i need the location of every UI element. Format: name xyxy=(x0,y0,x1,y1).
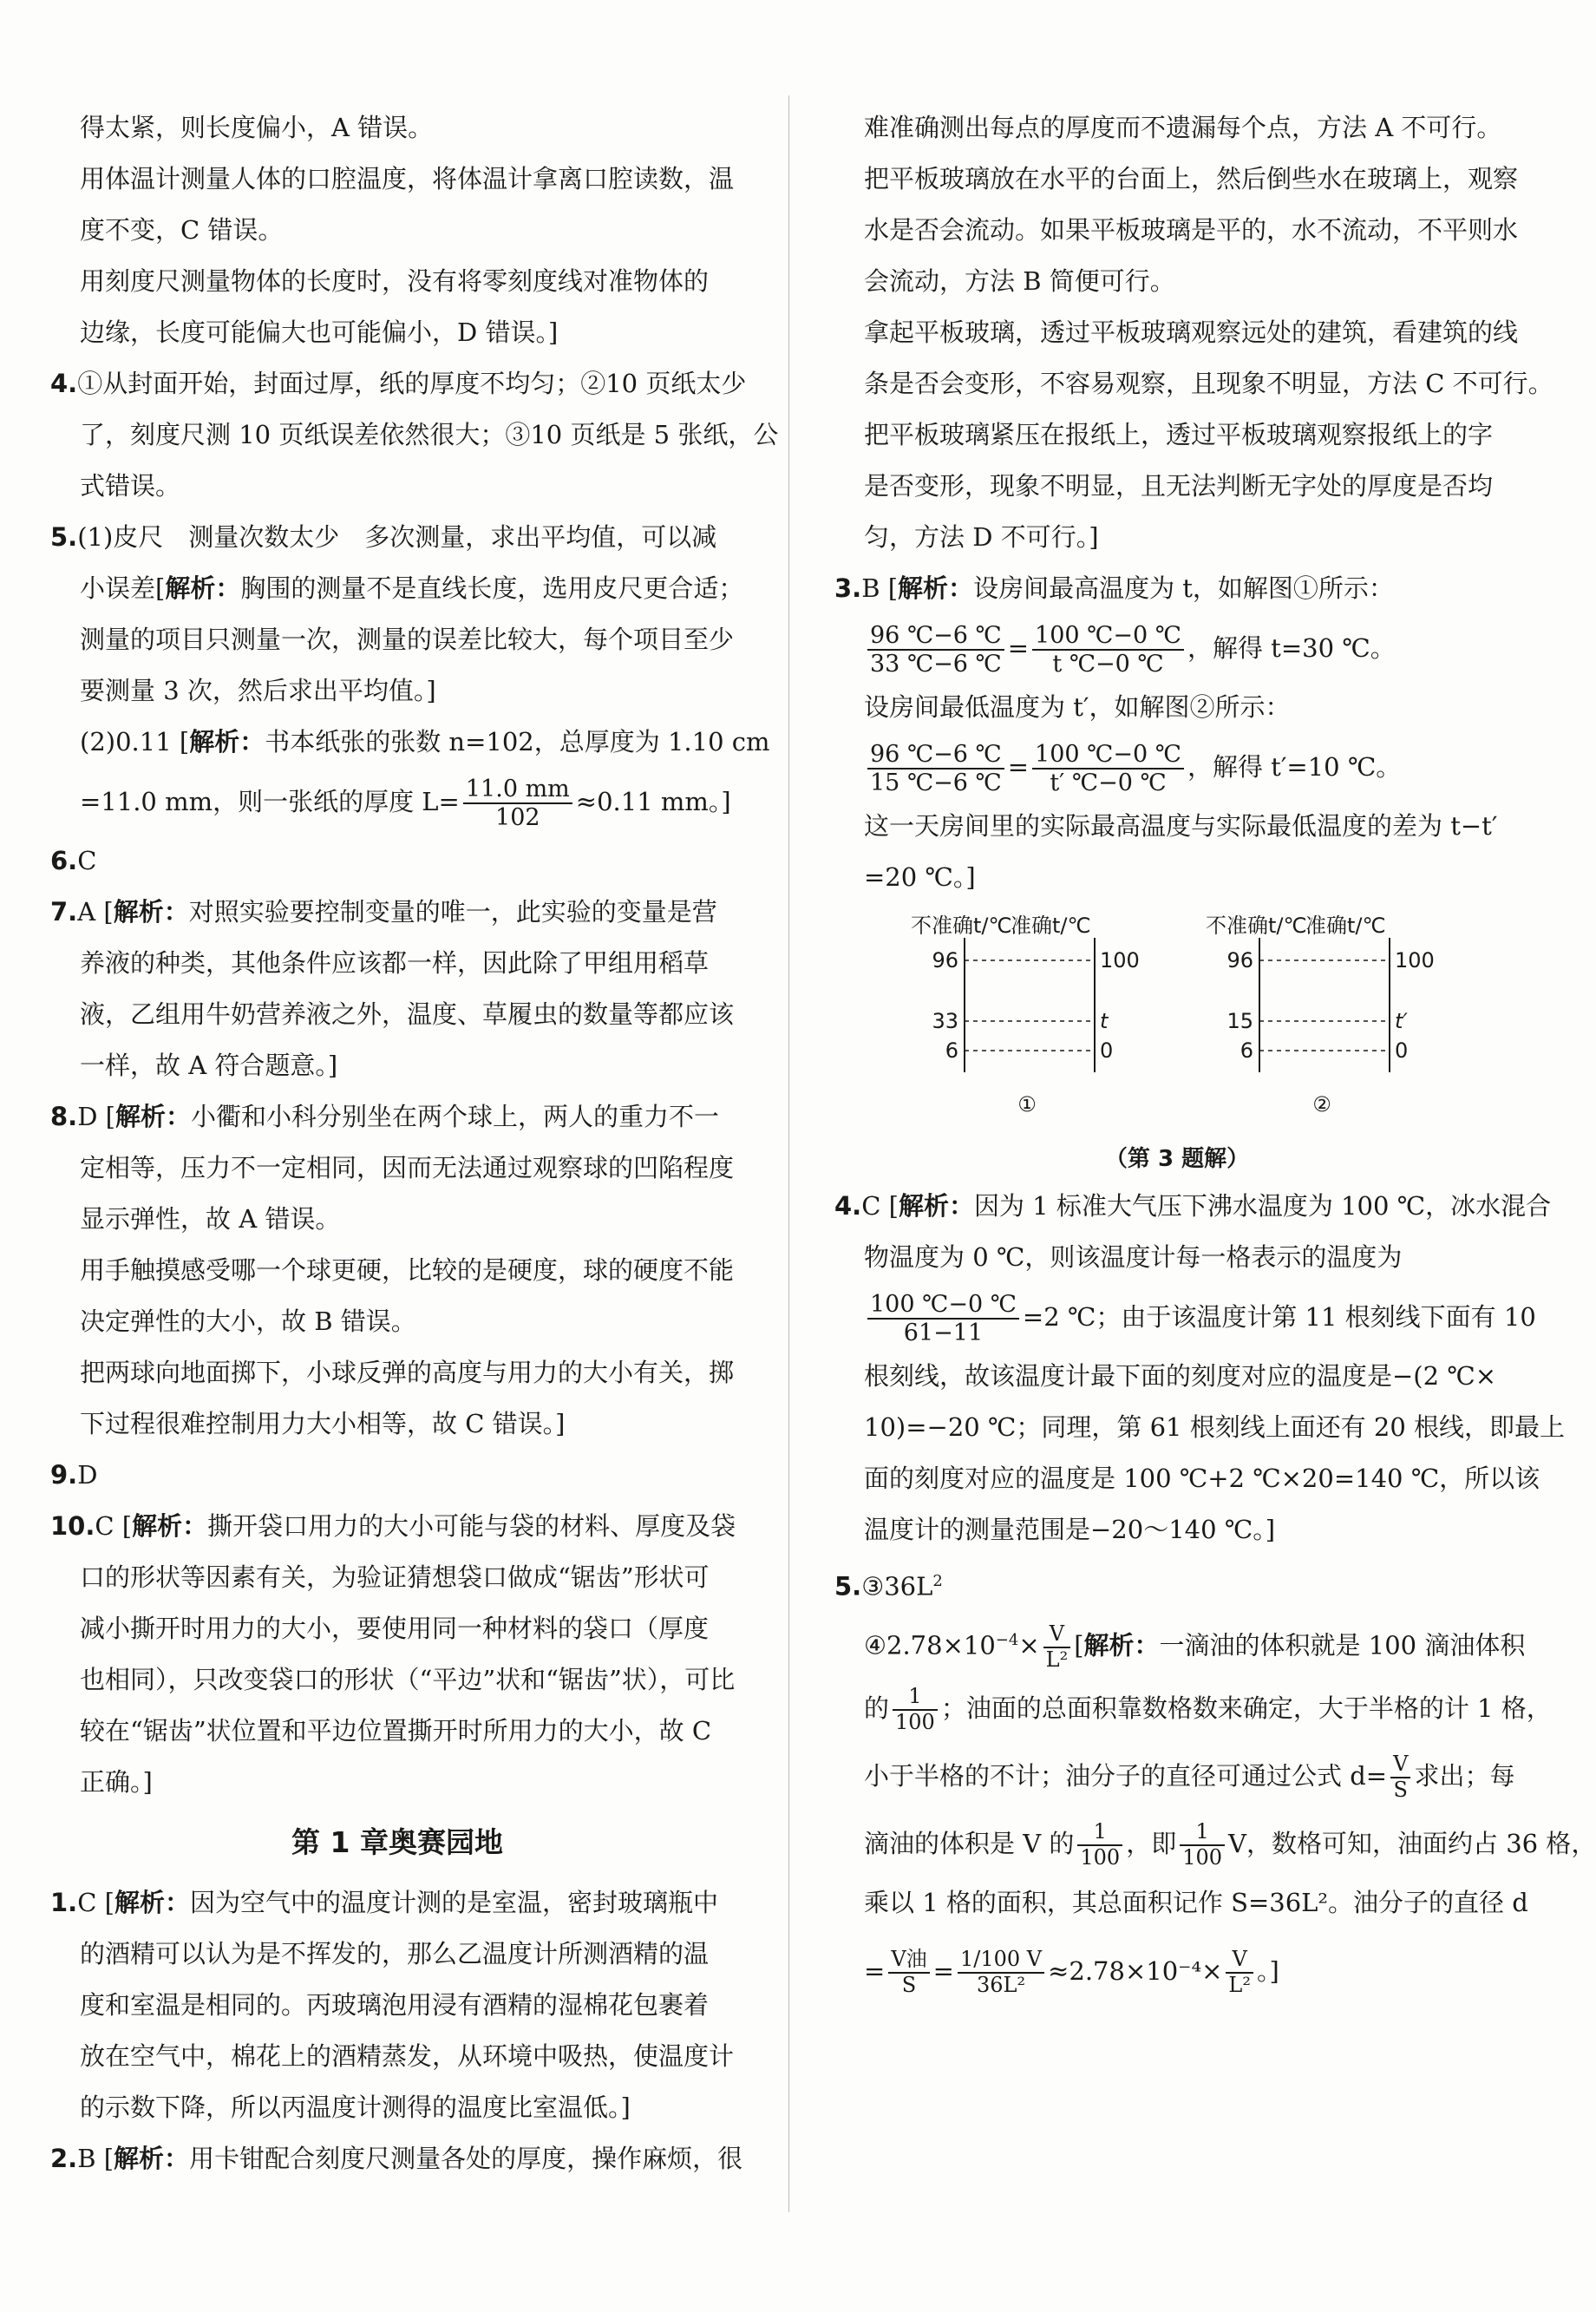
text-line: 这一天房间里的实际最高温度与实际最低温度的差为 t−t′ xyxy=(864,811,1498,841)
text-line: 水是否会流动。如果平板玻璃是平的，水不流动，不平则水 xyxy=(864,215,1519,245)
question-number: 10. xyxy=(50,1511,95,1541)
text-line: 测量的项目只测量一次，测量的误差比较大，每个项目至少 xyxy=(80,625,735,654)
analysis-label: 解析： xyxy=(165,573,241,603)
text-line: 减小撕开时用力的大小，要使用同一种材料的袋口（厚度 xyxy=(80,1614,710,1643)
formula-line: 小于半格的不计；油分子的直径可通过公式 d= $\frac{V}{S}$ 求出；每 xyxy=(864,1752,1515,1802)
text-line: 物温度为 0 ℃，则该温度计每一格表示的温度为 xyxy=(864,1242,1403,1272)
formula-line: $\frac{100 ℃-0 ℃}{61-11}$ =2 ℃；由于该温度计第 11 根刻线下面有 10 xyxy=(834,1283,1520,1351)
analysis-label: 解析： xyxy=(1083,1630,1160,1660)
text-line: (2)0.11 [解析：书本纸张的张数 n=102，总厚度为 1.10 cm xyxy=(80,727,770,756)
text-line: 口的形状等因素有关，为验证猜想袋口做成“锯齿”形状可 xyxy=(80,1562,710,1592)
text-line: 把两球向地面掷下，小球反弹的高度与用力的大小有关，掷 xyxy=(80,1358,735,1387)
section-title: 第 1 章奥赛园地 xyxy=(291,1825,503,1859)
question-number: 4. xyxy=(50,369,78,398)
answer-4: 4.①从封面开始，封面过厚，纸的厚度不均匀；②10 页纸太少 xyxy=(50,369,747,398)
fig2-tick-100: 100 xyxy=(1395,948,1435,973)
question-number: 8. xyxy=(50,1102,78,1131)
formula-line: $\frac{96 ℃-6 ℃}{33 ℃-6 ℃}$ = $\frac{100 ℃-0 ℃}{t ℃-0 ℃}$ ，解得 t=30 ℃。 xyxy=(834,614,1520,682)
fraction: $\frac{100 ℃-0 ℃}{t' ℃-0 ℃}$ xyxy=(1032,741,1184,796)
text-line: 了，刻度尺测 10 页纸误差依然很大；③10 页纸是 5 张纸，公 xyxy=(80,420,779,449)
fraction: $\frac{96 ℃-6 ℃}{15 ℃-6 ℃}$ xyxy=(867,741,1004,796)
question-number: 3. xyxy=(834,573,862,603)
answer-9: 9.D xyxy=(50,1460,98,1490)
column-divider xyxy=(788,95,789,2212)
text-line: 是否变形，现象不明显，且无法判断无字处的厚度是否均 xyxy=(864,471,1494,501)
text-line: 边缘，长度可能偏大也可能偏小，D 错误。] xyxy=(80,318,559,347)
fig1-label: ① xyxy=(1017,1092,1037,1117)
analysis-label: 解析： xyxy=(114,2144,190,2173)
answer-8: 8.D [解析：小衢和小科分别坐在两个球上，两人的重力不一 xyxy=(50,1102,720,1131)
text-line: 式错误。 xyxy=(80,471,181,501)
text-line: 下过程很难控制用力大小相等，故 C 错误。] xyxy=(80,1409,566,1438)
text-line: 乘以 1 格的面积，其总面积记作 S=36L²。油分子的直径 d xyxy=(864,1888,1528,1917)
olympiad-answer-2: 2.B [解析：用卡钳配合刻度尺测量各处的厚度，操作麻烦，很 xyxy=(50,2144,743,2173)
text-line: 设房间最低温度为 t′，如解图②所示： xyxy=(864,692,1291,722)
text-line: 温度计的测量范围是−20～140 ℃。] xyxy=(864,1515,1276,1544)
fraction: $\frac{\text{V油}}{S}$ xyxy=(888,1948,929,1997)
text-line: 的酒精可以认为是不挥发的，那么乙温度计所测酒精的温 xyxy=(80,1939,710,1968)
text-line: 正确。] xyxy=(80,1767,153,1797)
question-number: 5. xyxy=(50,522,78,552)
fig1-tick-t: t xyxy=(1100,1009,1109,1033)
analysis-label: 解析： xyxy=(898,1191,974,1221)
thermometer-diagram xyxy=(834,903,1520,1137)
text-line: 把平板玻璃放在水平的台面上，然后倒些水在玻璃上，观察 xyxy=(864,164,1519,193)
fig1-tick-96: 96 xyxy=(932,948,958,973)
fig1-tick-6: 6 xyxy=(945,1038,958,1063)
text-line: 会流动，方法 B 简便可行。 xyxy=(864,266,1175,296)
fig2-tick-15: 15 xyxy=(1226,1009,1253,1033)
fig1-tick-100: 100 xyxy=(1100,948,1140,973)
fraction: $\frac{V}{S}$ xyxy=(1390,1752,1410,1802)
figure-caption: （第 3 题解） xyxy=(1104,1146,1250,1172)
text-line: 也相同），只改变袋口的形状（“平边”状和“锯齿”状），可比 xyxy=(80,1665,736,1694)
fraction: $\frac{1}{100}$ xyxy=(1180,1820,1225,1870)
question-number: 6. xyxy=(50,846,78,875)
text-line: 根刻线，故该温度计最下面的刻度对应的温度是−(2 ℃× xyxy=(864,1361,1497,1391)
fig1-tick-0: 0 xyxy=(1100,1038,1114,1063)
question-number: 7. xyxy=(50,897,78,927)
fraction: $\frac{1}{100}$ xyxy=(1077,1820,1122,1870)
text-line: 放在空气中，棉花上的酒精蒸发，从环境中吸热，使温度计 xyxy=(80,2041,735,2071)
text-line: 用体温计测量人体的口腔温度，将体温计拿离口腔读数，温 xyxy=(80,164,735,193)
fig2-header-left: 不准确t/℃ xyxy=(1206,914,1307,938)
question-number: 1. xyxy=(50,1888,78,1917)
question-number: 5. xyxy=(834,1571,862,1601)
answer-3: 3.B [解析：设房间最高温度为 t，如解图①所示： xyxy=(834,573,1394,603)
question-number: 2. xyxy=(50,2144,78,2173)
text-line: 10)=−20 ℃；同理，第 61 根刻线上面还有 20 根线，即最上 xyxy=(864,1412,1566,1442)
question-number: 4. xyxy=(834,1191,862,1221)
text-line: 匀，方法 D 不可行。] xyxy=(864,522,1099,552)
answer-10: 10.C [解析：撕开袋口用力的大小可能与袋的材料、厚度及袋 xyxy=(50,1511,736,1541)
analysis-label: 解析： xyxy=(113,897,189,927)
formula-line: $\frac{96 ℃-6 ℃}{15 ℃-6 ℃}$ = $\frac{100 ℃-0 ℃}{t' ℃-0 ℃}$ ，解得 t′=10 ℃。 xyxy=(834,733,1520,801)
olympiad-answer-4: 4.C [解析：因为 1 标准大气压下沸水温度为 100 ℃，冰水混合 xyxy=(834,1191,1552,1221)
text-line: 拿起平板玻璃，透过平板玻璃观察远处的建筑，看建筑的线 xyxy=(864,318,1519,347)
olympiad-answer-1: 1.C [解析：因为空气中的温度计测的是室温，密封玻璃瓶中 xyxy=(50,1888,718,1917)
fraction: $\frac{100 ℃-0 ℃}{61-11}$ xyxy=(867,1291,1019,1346)
text-line: 决定弹性的大小，故 B 错误。 xyxy=(80,1307,416,1336)
formula-line: =11.0 mm，则一张纸的厚度 L= $\frac{11.0 mm}{102}$ ≈0.11 mm。] xyxy=(80,775,731,831)
analysis-label: 解析： xyxy=(132,1511,208,1541)
fig1-header-left: 不准确t/℃ xyxy=(911,914,1012,938)
text-line: 一样，故 A 符合题意。] xyxy=(80,1051,338,1080)
fig1-tick-33: 33 xyxy=(932,1009,958,1033)
text-line: 面的刻度对应的温度是 100 ℃+2 ℃×20=140 ℃，所以该 xyxy=(864,1464,1540,1493)
answer-7: 7.A [解析：对照实验要控制变量的唯一，此实验的变量是营 xyxy=(50,897,717,927)
left-column xyxy=(50,102,779,2184)
text-line: 要测量 3 次，然后求出平均值。] xyxy=(80,676,436,705)
analysis-label: 解析： xyxy=(115,1102,192,1131)
text-line: 液，乙组用牛奶营养液之外，温度、草履虫的数量等都应该 xyxy=(80,999,735,1029)
fig2-tick-96: 96 xyxy=(1226,948,1253,973)
fig2-tick-t-prime: t′ xyxy=(1395,1009,1408,1033)
fig2-header-right: 准确t/℃ xyxy=(1305,914,1386,938)
text-line: 条是否会变形，不容易观察，且现象不明显，方法 C 不可行。 xyxy=(864,369,1553,398)
answer-6: 6.C xyxy=(50,846,97,875)
fig2-label: ② xyxy=(1312,1092,1331,1117)
fraction: $\frac{100 ℃-0 ℃}{t ℃-0 ℃}$ xyxy=(1032,622,1184,678)
text-line: 较在“锯齿”状位置和平边位置撕开时所用力的大小，故 C xyxy=(80,1716,712,1745)
text-line: 的示数下降，所以丙温度计测得的温度比室温低。] xyxy=(80,2093,631,2122)
text-line: 小误差[解析：胸围的测量不是直线长度，选用皮尺更合适； xyxy=(80,573,744,603)
formula-line: $④2.78\times 10^{-4}\times$ $\frac{V}{\text{L²}}$ [解析：一滴油的体积就是 100 滴油体积 xyxy=(864,1621,1526,1672)
thermometer-diagram-svg xyxy=(834,903,1520,1137)
text-line: 把平板玻璃紧压在报纸上，透过平板玻璃观察报纸上的字 xyxy=(864,420,1494,449)
formula-line: 滴油的体积是 V 的 $\frac{1}{100}$ ，即 $\frac{1}{100}$ V，数格可知，油面约占 36 格， xyxy=(864,1819,1596,1870)
fraction: $\frac{96 ℃-6 ℃}{33 ℃-6 ℃}$ xyxy=(867,622,1004,678)
fig1-header-right: 准确t/℃ xyxy=(1011,914,1091,938)
text-line: 度和室温是相同的。丙玻璃泡用浸有酒精的湿棉花包裹着 xyxy=(80,1990,710,2020)
fig2-tick-6: 6 xyxy=(1240,1038,1253,1063)
formula-line: 的 $\frac{1}{100}$ ；油面的总面积靠数格数来确定，大于半格的计 1 格， xyxy=(864,1684,1552,1734)
olympiad-answer-5: $5.③36L^2$ xyxy=(834,1571,943,1601)
text-line: 显示弹性，故 A 错误。 xyxy=(80,1204,341,1234)
fraction: $\frac{V}{\text{L²}}$ xyxy=(1043,1622,1071,1672)
fraction: $\frac{11.0 mm}{102}$ xyxy=(463,776,572,831)
right-column xyxy=(834,102,1596,2014)
text-line: 定相等，压力不一定相同，因而无法通过观察球的凹陷程度 xyxy=(80,1153,735,1182)
answer-5: 5.(1)皮尺 测量次数太少 多次测量，求出平均值，可以减 xyxy=(50,522,717,552)
text-line: 得太紧，则长度偏小，A 错误。 xyxy=(80,113,434,142)
analysis-label: 解析： xyxy=(189,727,265,756)
fraction: $\frac{1}{100}$ xyxy=(893,1685,938,1734)
analysis-label: 解析： xyxy=(114,1888,190,1917)
fraction: $\frac{V}{\text{L²}}$ xyxy=(1226,1948,1253,1997)
formula-line: = $\frac{\text{V油}}{S}$ = $\frac{1/100 V}{\text{36L²}}$ ≈2.78×10⁻⁴× $\frac{V}{\text{L²}}$ 。] xyxy=(864,1947,1279,1997)
text-line: 用刻度尺测量物体的长度时，没有将零刻度线对准物体的 xyxy=(80,266,710,296)
text-line: 度不变，C 错误。 xyxy=(80,215,284,245)
fig2-tick-0: 0 xyxy=(1395,1038,1409,1063)
question-number: 9. xyxy=(50,1460,78,1490)
text-line: 养液的种类，其他条件应该都一样，因此除了甲组用稻草 xyxy=(80,948,710,978)
text-line: 难准确测出每点的厚度而不遗漏每个点，方法 A 不可行。 xyxy=(864,113,1502,142)
fraction: $\frac{1/100 V}{\text{36L²}}$ xyxy=(958,1948,1044,1997)
analysis-label: 解析： xyxy=(898,573,974,603)
text-line: =20 ℃。] xyxy=(864,862,976,892)
text-line: 用手触摸感受哪一个球更硬，比较的是硬度，球的硬度不能 xyxy=(80,1255,735,1285)
